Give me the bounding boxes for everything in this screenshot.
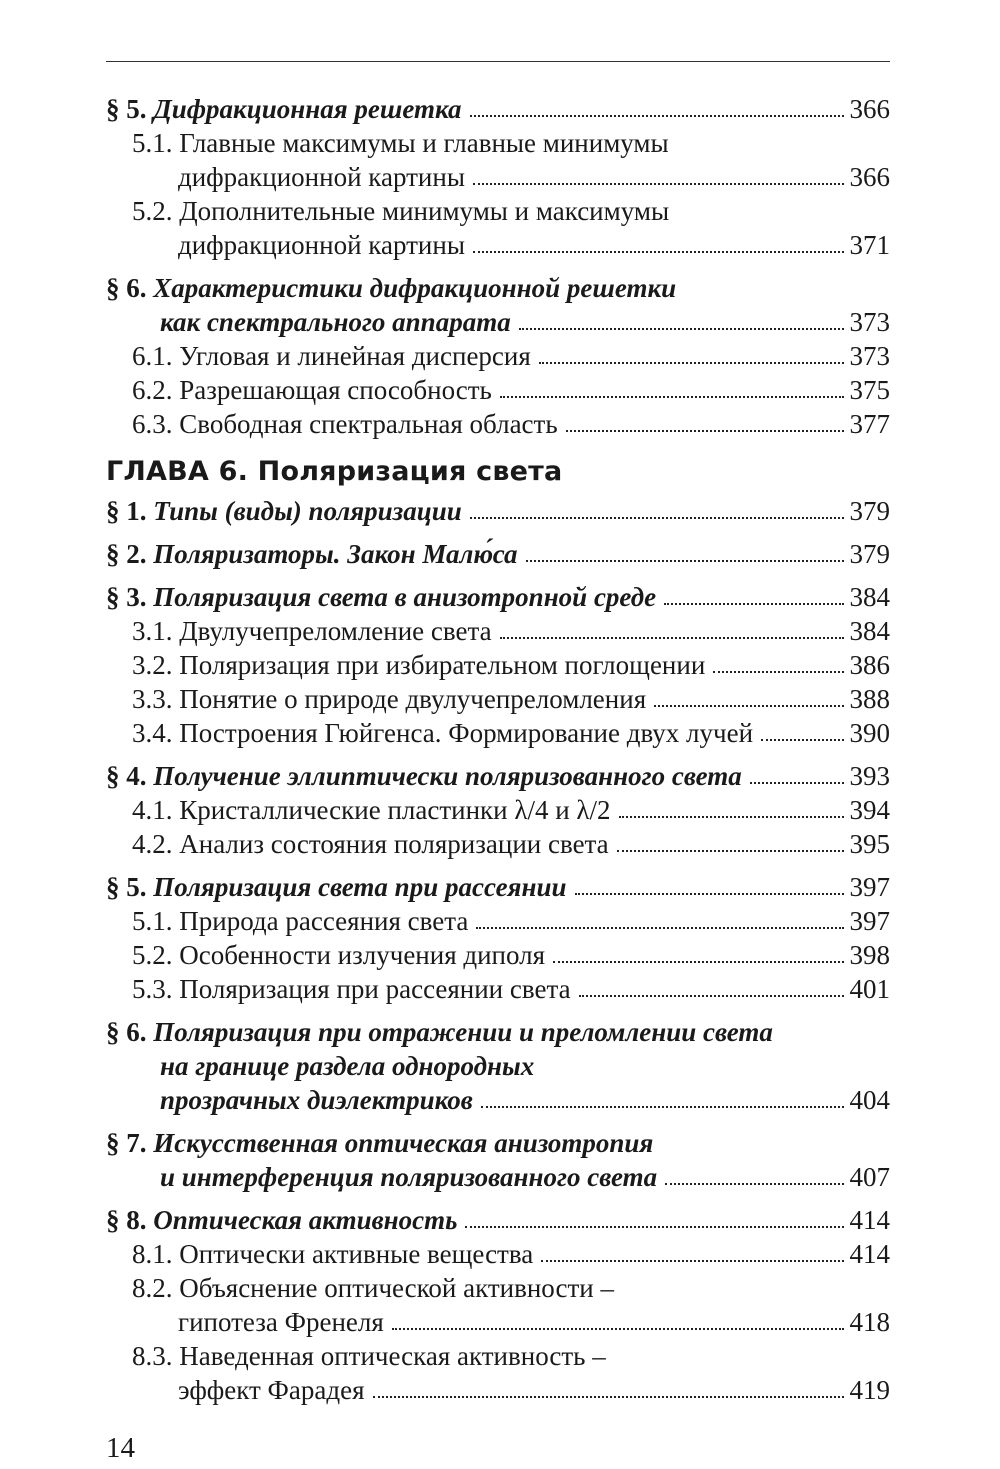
leader-dots: [713, 671, 843, 673]
page-ref: 379: [849, 496, 890, 526]
page-ref: 375: [849, 375, 890, 405]
section-title: Искусственная оптическая анизотропия: [153, 1128, 654, 1158]
toc-subentry-6-1[interactable]: 6.1. Угловая и линейная дисперсия 373: [132, 341, 890, 371]
leader-dots: [575, 893, 844, 895]
leader-dots: [392, 1328, 844, 1330]
page-ref: 371: [849, 230, 890, 260]
section-title-cont: и интерференция поляризованного света: [160, 1162, 658, 1192]
leader-dots: [373, 1396, 844, 1398]
toc-subentry-5-1b[interactable]: 5.1. Природа рассеяния света 397: [132, 906, 890, 936]
toc-subentry-4-2[interactable]: 4.2. Анализ состояния поляризации света 395: [132, 829, 890, 859]
table-of-contents: [106, 92, 890, 1407]
leader-dots: [566, 430, 844, 432]
toc-entry-scattering-polarization[interactable]: [106, 870, 890, 904]
page-ref: 398: [849, 940, 890, 970]
leader-dots: [526, 560, 844, 562]
toc-subentry-8-1[interactable]: 8.1. Оптически активные вещества 414: [132, 1239, 890, 1269]
section-title: Поляризация света в анизотропной среде: [153, 582, 657, 612]
toc-subentry-8-2[interactable]: гипотеза Френеля 418: [178, 1307, 890, 1337]
toc-entry-grating-characteristics-line1[interactable]: [106, 271, 890, 305]
leader-dots: [654, 705, 843, 707]
section-title: Оптическая активность: [153, 1205, 458, 1235]
toc-entry-artificial-anisotropy-line1[interactable]: [106, 1126, 890, 1160]
leader-dots: [476, 927, 843, 929]
section-number: § 7.: [106, 1128, 147, 1158]
toc-subentry-3-4[interactable]: 3.4. Построения Гюйгенса. Формирование двух лучей 390: [132, 718, 890, 748]
toc-subentry-4-1[interactable]: 4.1. Кристаллические пластинки λ/4 и λ/2 394: [132, 795, 890, 825]
page-ref: 419: [849, 1375, 890, 1405]
leader-dots: [664, 603, 843, 605]
section-title: Типы (виды) поляризации: [153, 496, 462, 526]
page-ref: 414: [849, 1239, 890, 1269]
section-title: Поляризация света при рассеянии: [153, 872, 567, 902]
subentry-title: дифракционной картины: [178, 162, 465, 192]
section-title: Поляризаторы. Закон Малю́са: [153, 539, 518, 569]
section-number: § 2.: [106, 539, 147, 569]
page-ref: 397: [849, 906, 890, 936]
toc-subentry-3-2[interactable]: 3.2. Поляризация при избирательном поглощении 386: [132, 650, 890, 680]
toc-entry-optical-activity[interactable]: [106, 1203, 890, 1237]
leader-dots: [465, 1226, 843, 1228]
page-ref: 384: [849, 616, 890, 646]
toc-subentry-8-3-line1[interactable]: 8.3. Наведенная оптическая активность –: [132, 1341, 606, 1371]
toc-subentry-8-3[interactable]: эффект Фарадея 419: [178, 1375, 890, 1405]
toc-subentry-5-2[interactable]: [106, 228, 890, 262]
toc-subentry-5-3b[interactable]: 5.3. Поляризация при рассеянии света 401: [132, 974, 890, 1004]
toc-subentry-5-2-line1[interactable]: 5.2. Дополнительные минимумы и максимумы: [132, 196, 670, 226]
section-number: § 5.: [106, 94, 147, 124]
toc-subentry-5-2b[interactable]: 5.2. Особенности излучения диполя 398: [132, 940, 890, 970]
page-ref: 414: [849, 1205, 890, 1235]
page-ref: 393: [849, 761, 890, 791]
leader-dots: [473, 183, 844, 185]
section-number: § 3.: [106, 582, 147, 612]
section-number: § 4.: [106, 761, 147, 791]
page-ref: 377: [849, 409, 890, 439]
section-title: Получение эллиптически поляризованного света: [153, 761, 742, 791]
toc-subentry-8-2-line1[interactable]: 8.2. Объяснение оптической активности –: [132, 1273, 614, 1303]
section-number: § 1.: [106, 496, 147, 526]
leader-dots: [541, 1260, 843, 1262]
toc-subentry-3-1[interactable]: 3.1. Двулучепреломление света 384: [132, 616, 890, 646]
leader-dots: [750, 782, 844, 784]
toc-subentry-6-3[interactable]: 6.3. Свободная спектральная область 377: [132, 409, 890, 439]
toc-entry-reflection-refraction[interactable]: [106, 1083, 890, 1117]
leader-dots: [470, 517, 844, 519]
leader-dots: [665, 1183, 843, 1185]
leader-dots: [579, 995, 844, 997]
toc-entry-grating-characteristics[interactable]: [106, 305, 890, 339]
section-number: § 6.: [106, 1017, 147, 1047]
section-title: Поляризация при отражении и преломлении света: [153, 1017, 773, 1047]
leader-dots: [481, 1106, 844, 1108]
page-ref: 394: [849, 795, 890, 825]
leader-dots: [761, 739, 843, 741]
toc-entry-polarizers[interactable]: [106, 537, 890, 571]
toc-subentry-5-1[interactable]: [106, 160, 890, 194]
toc-subentry-5-1-line1[interactable]: 5.1. Главные максимумы и главные минимумы: [132, 128, 669, 158]
section-title-cont: как спектрального аппарата: [160, 307, 511, 337]
section-title: Характеристики дифракционной решетки: [153, 273, 677, 303]
page-number: 14: [106, 1432, 135, 1464]
leader-dots: [539, 362, 844, 364]
toc-subentry-3-3[interactable]: 3.3. Понятие о природе двулучепреломления 388: [132, 684, 890, 714]
leader-dots: [617, 850, 844, 852]
toc-entry-anisotropic-medium[interactable]: [106, 580, 890, 614]
page-ref: 366: [849, 94, 890, 124]
page-ref: 407: [849, 1162, 890, 1192]
chapter-heading[interactable]: ГЛАВА 6. Поляризация света: [106, 456, 563, 487]
page-ref: 373: [849, 341, 890, 371]
section-number: § 8.: [106, 1205, 147, 1235]
leader-dots: [500, 637, 844, 639]
leader-dots: [519, 328, 844, 330]
toc-entry-polarization-types[interactable]: [106, 494, 890, 528]
page-ref: 379: [849, 539, 890, 569]
leader-dots: [553, 961, 843, 963]
section-title: Дифракционная решетка: [153, 94, 462, 124]
toc-entry-diffraction-grating[interactable]: [106, 92, 890, 126]
leader-dots: [500, 396, 844, 398]
section-title-cont: прозрачных диэлектриков: [160, 1085, 473, 1115]
page-ref: 366: [849, 162, 890, 192]
page-ref: 404: [849, 1085, 890, 1115]
toc-entry-artificial-anisotropy[interactable]: [106, 1160, 890, 1194]
top-rule: [106, 61, 890, 62]
toc-entry-reflection-refraction-line2[interactable]: на границе раздела однородных: [160, 1051, 535, 1081]
leader-dots: [470, 115, 844, 117]
toc-entry-reflection-refraction-line1[interactable]: [106, 1015, 890, 1049]
page-ref: 390: [849, 718, 890, 748]
page-ref: 418: [849, 1307, 890, 1337]
page-ref: 373: [849, 307, 890, 337]
page-ref: 386: [849, 650, 890, 680]
page-ref: 395: [849, 829, 890, 859]
leader-dots: [619, 816, 844, 818]
page-ref: 384: [849, 582, 890, 612]
toc-subentry-6-2[interactable]: 6.2. Разрешающая способность 375: [132, 375, 890, 405]
section-number: § 5.: [106, 872, 147, 902]
page-ref: 401: [849, 974, 890, 1004]
page-ref: 388: [849, 684, 890, 714]
page-ref: 397: [849, 872, 890, 902]
subentry-title: дифракционной картины: [178, 230, 465, 260]
toc-entry-elliptical-polarization[interactable]: [106, 759, 890, 793]
section-number: § 6.: [106, 273, 147, 303]
leader-dots: [473, 251, 844, 253]
